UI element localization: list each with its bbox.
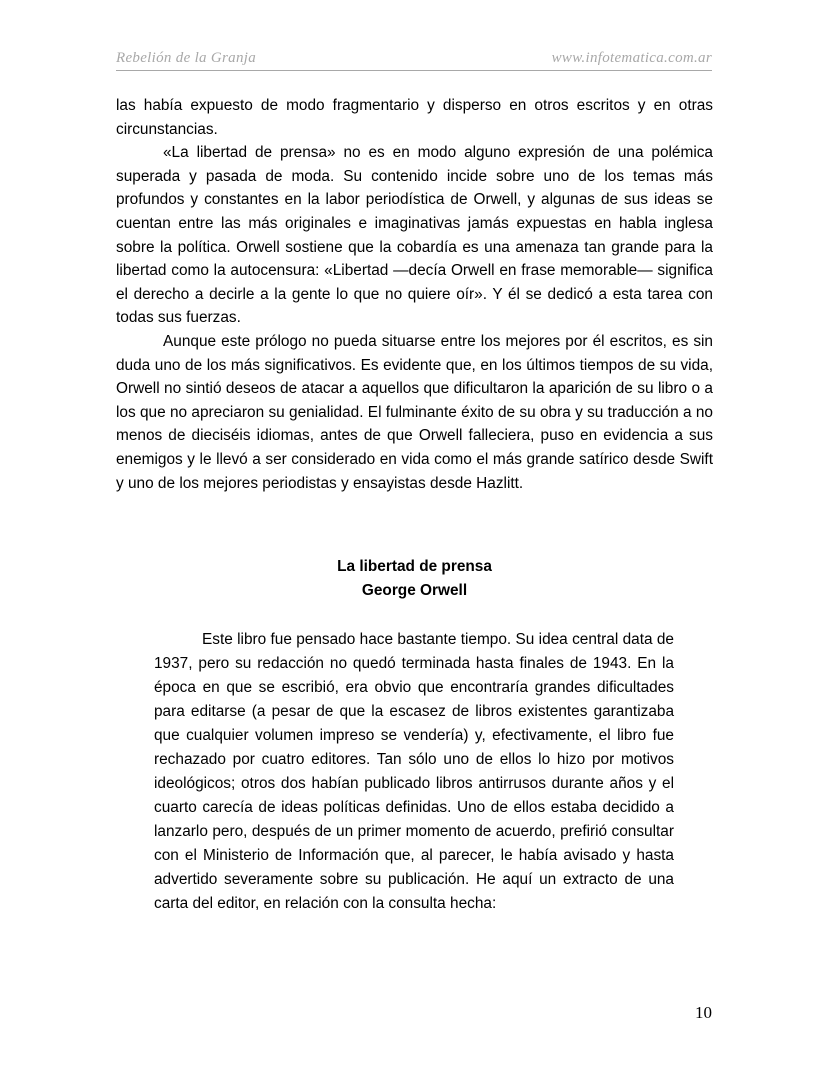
book-title: Rebelión de la Granja	[116, 50, 257, 66]
page-header	[116, 48, 712, 71]
body-paragraph-1: las había expuesto de modo fragmentario y disperso en otros escritos y en otras circunstancias.	[116, 97, 713, 138]
section-author: George Orwell	[361, 582, 468, 599]
quote-paragraph: Este libro fue pensado hace bastante tiempo. Su idea central data de 1937, pero su redacción no quedó terminada hasta finales de 1943. En la época en que se escribió, era obvio que encontraría grandes dificultades para editarse (a pesar de que la escasez de libros existentes garantizaba que cualquier volumen impreso se vendería) y, efectivamente, el libro fue rechazado por cuatro editores. Tan sólo uno de ellos lo hizo por motivos ideológicos; otros dos habían publicado libros antirrusos durante años y el cuarto carecía de ideas políticas definidas. Uno de ellos estaba decidido a lanzarlo pero, después de un primer momento de acuerdo, prefirió consultar con el Ministerio de Información que, al parecer, le había avisado y hasta advertido severamente sobre su publicación. He aquí un extracto de una carta del editor, en relación con la consulta hecha:	[154, 631, 674, 912]
website-url: www.infotematica.com.ar	[551, 50, 712, 66]
page-number: 10	[695, 1003, 712, 1022]
body-text	[116, 94, 713, 495]
body-paragraph-2: «La libertad de prensa» no es en modo alguno expresión de una polémica superada y pasada de moda. Su contenido incide sobre uno de los temas más profundos y constantes en la labor periodística de Orwell, y algunas de sus ideas se cuentan entre las más originales e imaginativas jamás expuestas en habla inglesa sobre la política. Orwell sostiene que la cobardía es una amenaza tan grande para la libertad como la autocensura: «Libertad —decía Orwell en frase memorable— significa el derecho a decirle a la gente lo que no quiere oír». Y él se dedicó a esta tarea con todas sus fuerzas.	[116, 144, 713, 327]
section-title: La libertad de prensa	[337, 558, 492, 575]
section-heading	[116, 555, 713, 603]
quoted-text	[154, 628, 674, 916]
body-paragraph-3: Aunque este prólogo no pueda situarse entre los mejores por él escritos, es sin duda uno de los más significativos. Es evidente que, en los últimos tiempos de su vida, Orwell no sintió deseos de atacar a aquellos que dificultaron la aparición de su libro o a los que no apreciaron su genialidad. El fulminante éxito de su obra y su traducción a no menos de dieciséis idiomas, antes de que Orwell falleciera, puso en evidencia a sus enemigos y le llevó a ser considerado en vida como el más grande satírico desde Swift y uno de los mejores periodistas y ensayistas desde Hazlitt.	[116, 332, 713, 492]
